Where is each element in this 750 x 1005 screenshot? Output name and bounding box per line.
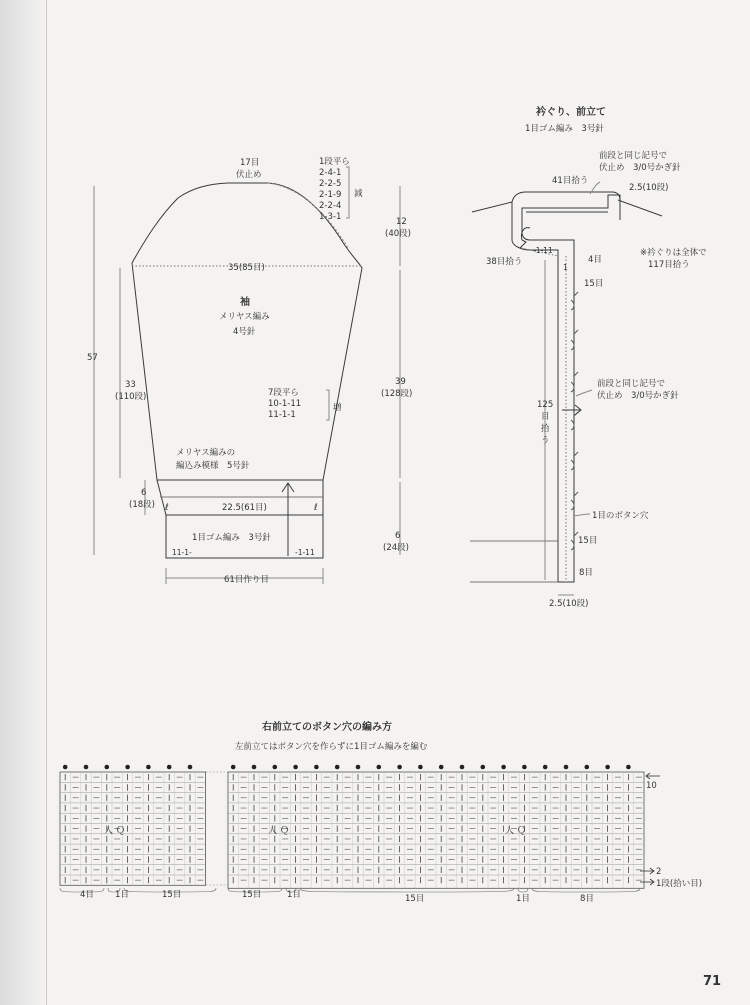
total-note-line2: 117目拾う xyxy=(648,260,690,270)
note2-line2: 伏止め 3/0号かぎ針 xyxy=(597,391,679,401)
bottom-label-7: 1目 xyxy=(516,894,530,904)
bottom-label-5: 1目 xyxy=(287,890,301,900)
pattern-height: 6 xyxy=(141,488,147,498)
count-15b: 15目 xyxy=(578,536,598,546)
sleeve-top-stitches: 17目 xyxy=(240,158,260,168)
pattern-line-1: メリヤス編みの xyxy=(176,448,236,458)
symbol-top: -1-11 xyxy=(533,246,553,255)
bind-off-dot xyxy=(167,765,172,770)
bind-off-dot xyxy=(125,765,130,770)
bind-off-dot xyxy=(356,765,361,770)
count-4: 4目 xyxy=(588,255,602,265)
sleeve-stitch: メリヤス編み xyxy=(219,312,270,322)
left-height-rows: (110段) xyxy=(115,392,147,402)
bottom-label-8: 8目 xyxy=(580,894,594,904)
bind-off-dot xyxy=(84,765,89,770)
cuff-left-symbol: 11-1- xyxy=(172,548,192,557)
band-width-bottom: 2.5(10段) xyxy=(549,599,589,609)
sleeve-title: 袖 xyxy=(240,297,250,308)
bind-off-dot xyxy=(605,765,610,770)
sleeve-bind-off: 伏止め xyxy=(236,170,262,180)
buttonhole-symbol: 人 xyxy=(505,825,515,836)
bind-off-dot xyxy=(252,765,257,770)
bind-off-dot xyxy=(522,765,527,770)
row-2-label: 2 xyxy=(656,867,662,877)
cap-row-6: 1-3-1 xyxy=(319,212,342,222)
cuff-label: 1目ゴム編み 3号針 xyxy=(192,533,271,543)
sleeve-diagram xyxy=(94,167,400,584)
bind-off-dot xyxy=(626,765,631,770)
knitting-chart-grid xyxy=(60,765,660,892)
cuff-right-symbol: -1-11 xyxy=(295,548,315,557)
sleeve-outline xyxy=(132,183,362,558)
bind-off-dot xyxy=(314,765,319,770)
buttonhole-label: 1目のボタン穴 xyxy=(592,511,649,521)
decrease-label: 減 xyxy=(354,189,363,199)
bind-off-dot xyxy=(543,765,548,770)
bind-off-dot xyxy=(188,765,193,770)
pickup-left: 38目拾う xyxy=(486,257,523,267)
cap-row-4: 2-1-9 xyxy=(319,190,342,200)
buttonhole-symbol: 人 xyxy=(268,825,278,836)
bind-off-dot xyxy=(439,765,444,770)
cuff-height-rows: (24段) xyxy=(383,543,409,553)
bind-off-dot xyxy=(397,765,402,770)
pickup-top: 41目拾う xyxy=(552,176,589,186)
chart-subtitle: 左前立てはボタン穴を作らずに1目ゴム編みを編む xyxy=(235,742,428,752)
yo-symbol: Ｑ xyxy=(280,825,290,836)
left-height: 33 xyxy=(125,380,136,390)
sleeve-labels xyxy=(87,156,412,585)
inc-row-2: 10-1-11 xyxy=(268,399,302,409)
bind-off-dot xyxy=(418,765,423,770)
bind-off-dot xyxy=(377,765,382,770)
count-15a: 15目 xyxy=(584,279,604,289)
note1-line1: 前段と同じ記号で xyxy=(599,151,668,161)
bind-off-dot xyxy=(293,765,298,770)
bind-off-dot xyxy=(335,765,340,770)
total-note-line1: ※衿ぐりは全体で xyxy=(640,248,707,258)
sleeve-length-total: 57 xyxy=(87,353,98,363)
inc-row-3: 11-1-1 xyxy=(268,410,296,420)
note2-line1: 前段と同じ記号で xyxy=(597,379,666,389)
pickup-front-1: 125 xyxy=(537,400,554,410)
cap-row-1: 1段平ら xyxy=(319,157,350,167)
cap-row-5: 2-2-4 xyxy=(319,201,342,211)
pattern-line-2: 編込み模様 5号針 xyxy=(176,461,250,471)
cap-height-rows: (40段) xyxy=(385,229,411,239)
yo-icon: ℓ xyxy=(165,503,169,513)
increase-label: 増 xyxy=(333,403,342,413)
yo-symbol: Ｑ xyxy=(517,825,527,836)
count-8: 8目 xyxy=(579,568,593,578)
neckband-title: 衿ぐり、前立て xyxy=(536,107,606,118)
band-width-top: 2.5(10段) xyxy=(629,183,669,193)
bottom-label-4: 15目 xyxy=(242,890,262,900)
yo-symbol: Ｑ xyxy=(116,825,126,836)
bottom-label-6: 15目 xyxy=(405,894,425,904)
lower-width: 22.5(61目) xyxy=(222,503,267,513)
body-height-rows: (128段) xyxy=(381,389,413,399)
bind-off-dot xyxy=(105,765,110,770)
body-height: 39 xyxy=(395,377,406,387)
sleeve-width: 35(85目) xyxy=(228,263,265,273)
inc-row-1: 7段平ら xyxy=(268,388,299,398)
chart-title: 右前立てのボタン穴の編み方 xyxy=(262,722,392,733)
row-1-label: 1段(拾い目) xyxy=(656,879,703,889)
bind-off-dot xyxy=(460,765,465,770)
bottom-label-2: 1目 xyxy=(115,890,129,900)
bind-off-dot xyxy=(501,765,506,770)
cap-row-2: 2-4-1 xyxy=(319,168,342,178)
symbol-side: 1 xyxy=(563,263,568,272)
pattern-height-rows: (18段) xyxy=(129,500,155,510)
cast-on: 61目作り目 xyxy=(224,575,269,585)
pickup-front-2: 目 xyxy=(541,412,550,422)
bind-off-dot xyxy=(481,765,486,770)
neckband-labels xyxy=(486,105,707,609)
row-10-label: 10 xyxy=(646,781,657,791)
pickup-front-4: う xyxy=(541,436,550,446)
cuff-height: 6 xyxy=(395,531,401,541)
bottom-label-3: 15目 xyxy=(162,890,182,900)
bind-off-dot xyxy=(273,765,278,770)
yo-icon: ℓ xyxy=(314,503,318,513)
buttonhole-symbol: 人 xyxy=(104,825,114,836)
pickup-front-3: 拾 xyxy=(541,424,550,434)
bind-off-dot xyxy=(564,765,569,770)
cap-row-3: 2-2-5 xyxy=(319,179,342,189)
cap-height: 12 xyxy=(396,217,407,227)
bottom-label-1: 4目 xyxy=(80,890,94,900)
bind-off-dot xyxy=(231,765,236,770)
sleeve-needle: 4号針 xyxy=(233,327,256,337)
chart-labels xyxy=(235,720,702,889)
neckband-subtitle: 1目ゴム編み 3号針 xyxy=(525,124,604,134)
bind-off-dot xyxy=(63,765,68,770)
page-number: 71 xyxy=(703,974,722,989)
note1-line2: 伏止め 3/0号かぎ針 xyxy=(599,163,681,173)
bind-off-dot xyxy=(146,765,151,770)
bind-off-dot xyxy=(585,765,590,770)
